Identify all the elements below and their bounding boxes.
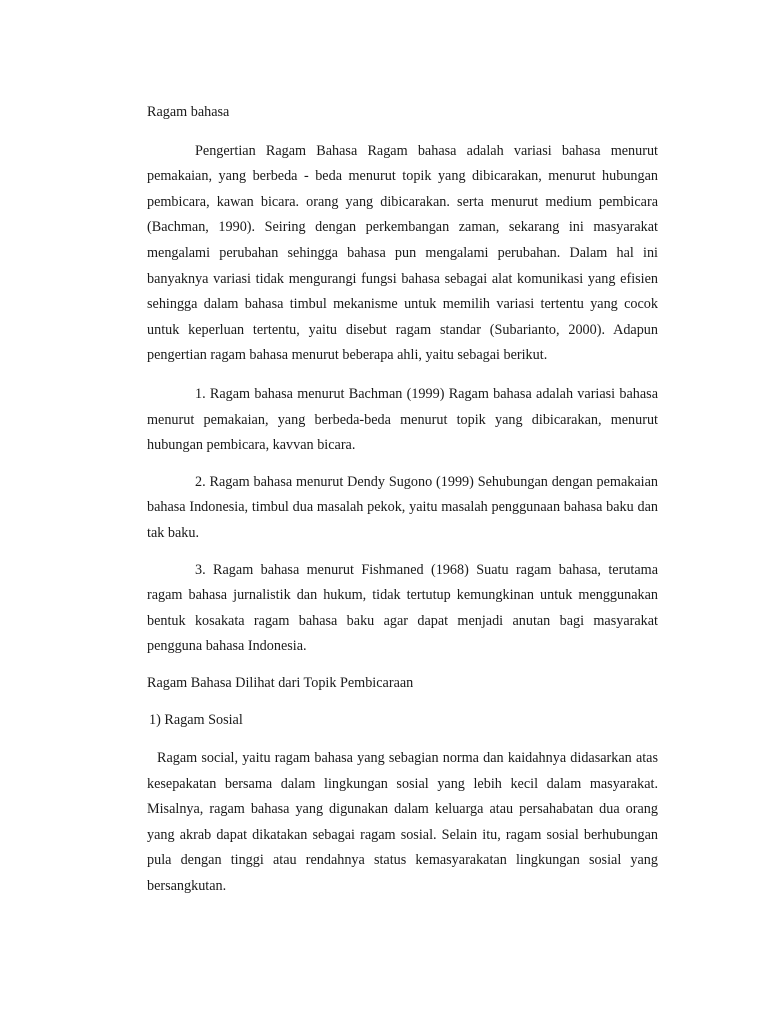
intro-paragraph: Pengertian Ragam Bahasa Ragam bahasa adalah variasi bahasa menurut pemakaian, yang berbeda - beda menurut topik yang dibicarakan, menurut hubungan pembicara, kawan bicara. orang yang dibicarakan. serta menurut medium pembicara (Bachman, 1990). Seiring dengan perkembangan zaman, sekarang ini masyarakat mengalami perubahan sehingga bahasa pun mengalami perubahan. Dalam hal ini banyaknya variasi tidak mengurangi fungsi bahasa sebagai alat komunikasi yang efisien sehingga dalam bahasa timbul mekanisme untuk memilih variasi tertentu yang cocok untuk keperluan tertentu, yaitu disebut ragam standar (Subarianto, 2000). Adapun pengertian ragam bahasa menurut beberapa ahli, yaitu sebagai berikut.	[147, 142, 658, 364]
list-item-2: 2. Ragam bahasa menurut Dendy Sugono (1999) Sehubungan dengan pemakaian bahasa Indonesia, timbul dua masalah pekok, yaitu masalah penggunaan bahasa baku dan tak baku.	[147, 473, 658, 541]
document-title: Ragam bahasa	[147, 104, 230, 120]
subsection-paragraph: Ragam social, yaitu ragam bahasa yang sebagian norma dan kaidahnya didasarkan atas kesepakatan bersama dalam lingkungan sosial yang lebih kecil dalam masyarakat. Misalnya, ragam bahasa yang digunakan dalam keluarga atau persahabatan dua orang yang akrab dapat dikatakan sebagai ragam sosial. Selain itu, ragam sosial berhubungan pula dengan tinggi atau rendahnya status kemasyarakatan lingkungan sosial yang bersangkutan.	[147, 750, 658, 895]
list-item-3: 3. Ragam bahasa menurut Fishmaned (1968) Suatu ragam bahasa, terutama ragam bahasa jurnalistik dan hukum, tidak tertutup kemungkinan untuk menggunakan bentuk kosakata ragam bahasa baku agar dapat menjadi anutan bagi masyarakat pengguna bahasa Indonesia.	[147, 561, 658, 655]
list-item-1: 1. Ragam bahasa menurut Bachman (1999) Ragam bahasa adalah variasi bahasa menurut pemakaian, yang berbeda-beda menurut topik yang dibicarakan, menurut hubungan pembicara, kavvan bicara.	[147, 385, 658, 454]
subsection-heading: 1) Ragam Sosial	[149, 712, 243, 729]
section-heading: Ragam Bahasa Dilihat dari Topik Pembicaraan	[147, 674, 414, 691]
document-body	[147, 100, 658, 900]
